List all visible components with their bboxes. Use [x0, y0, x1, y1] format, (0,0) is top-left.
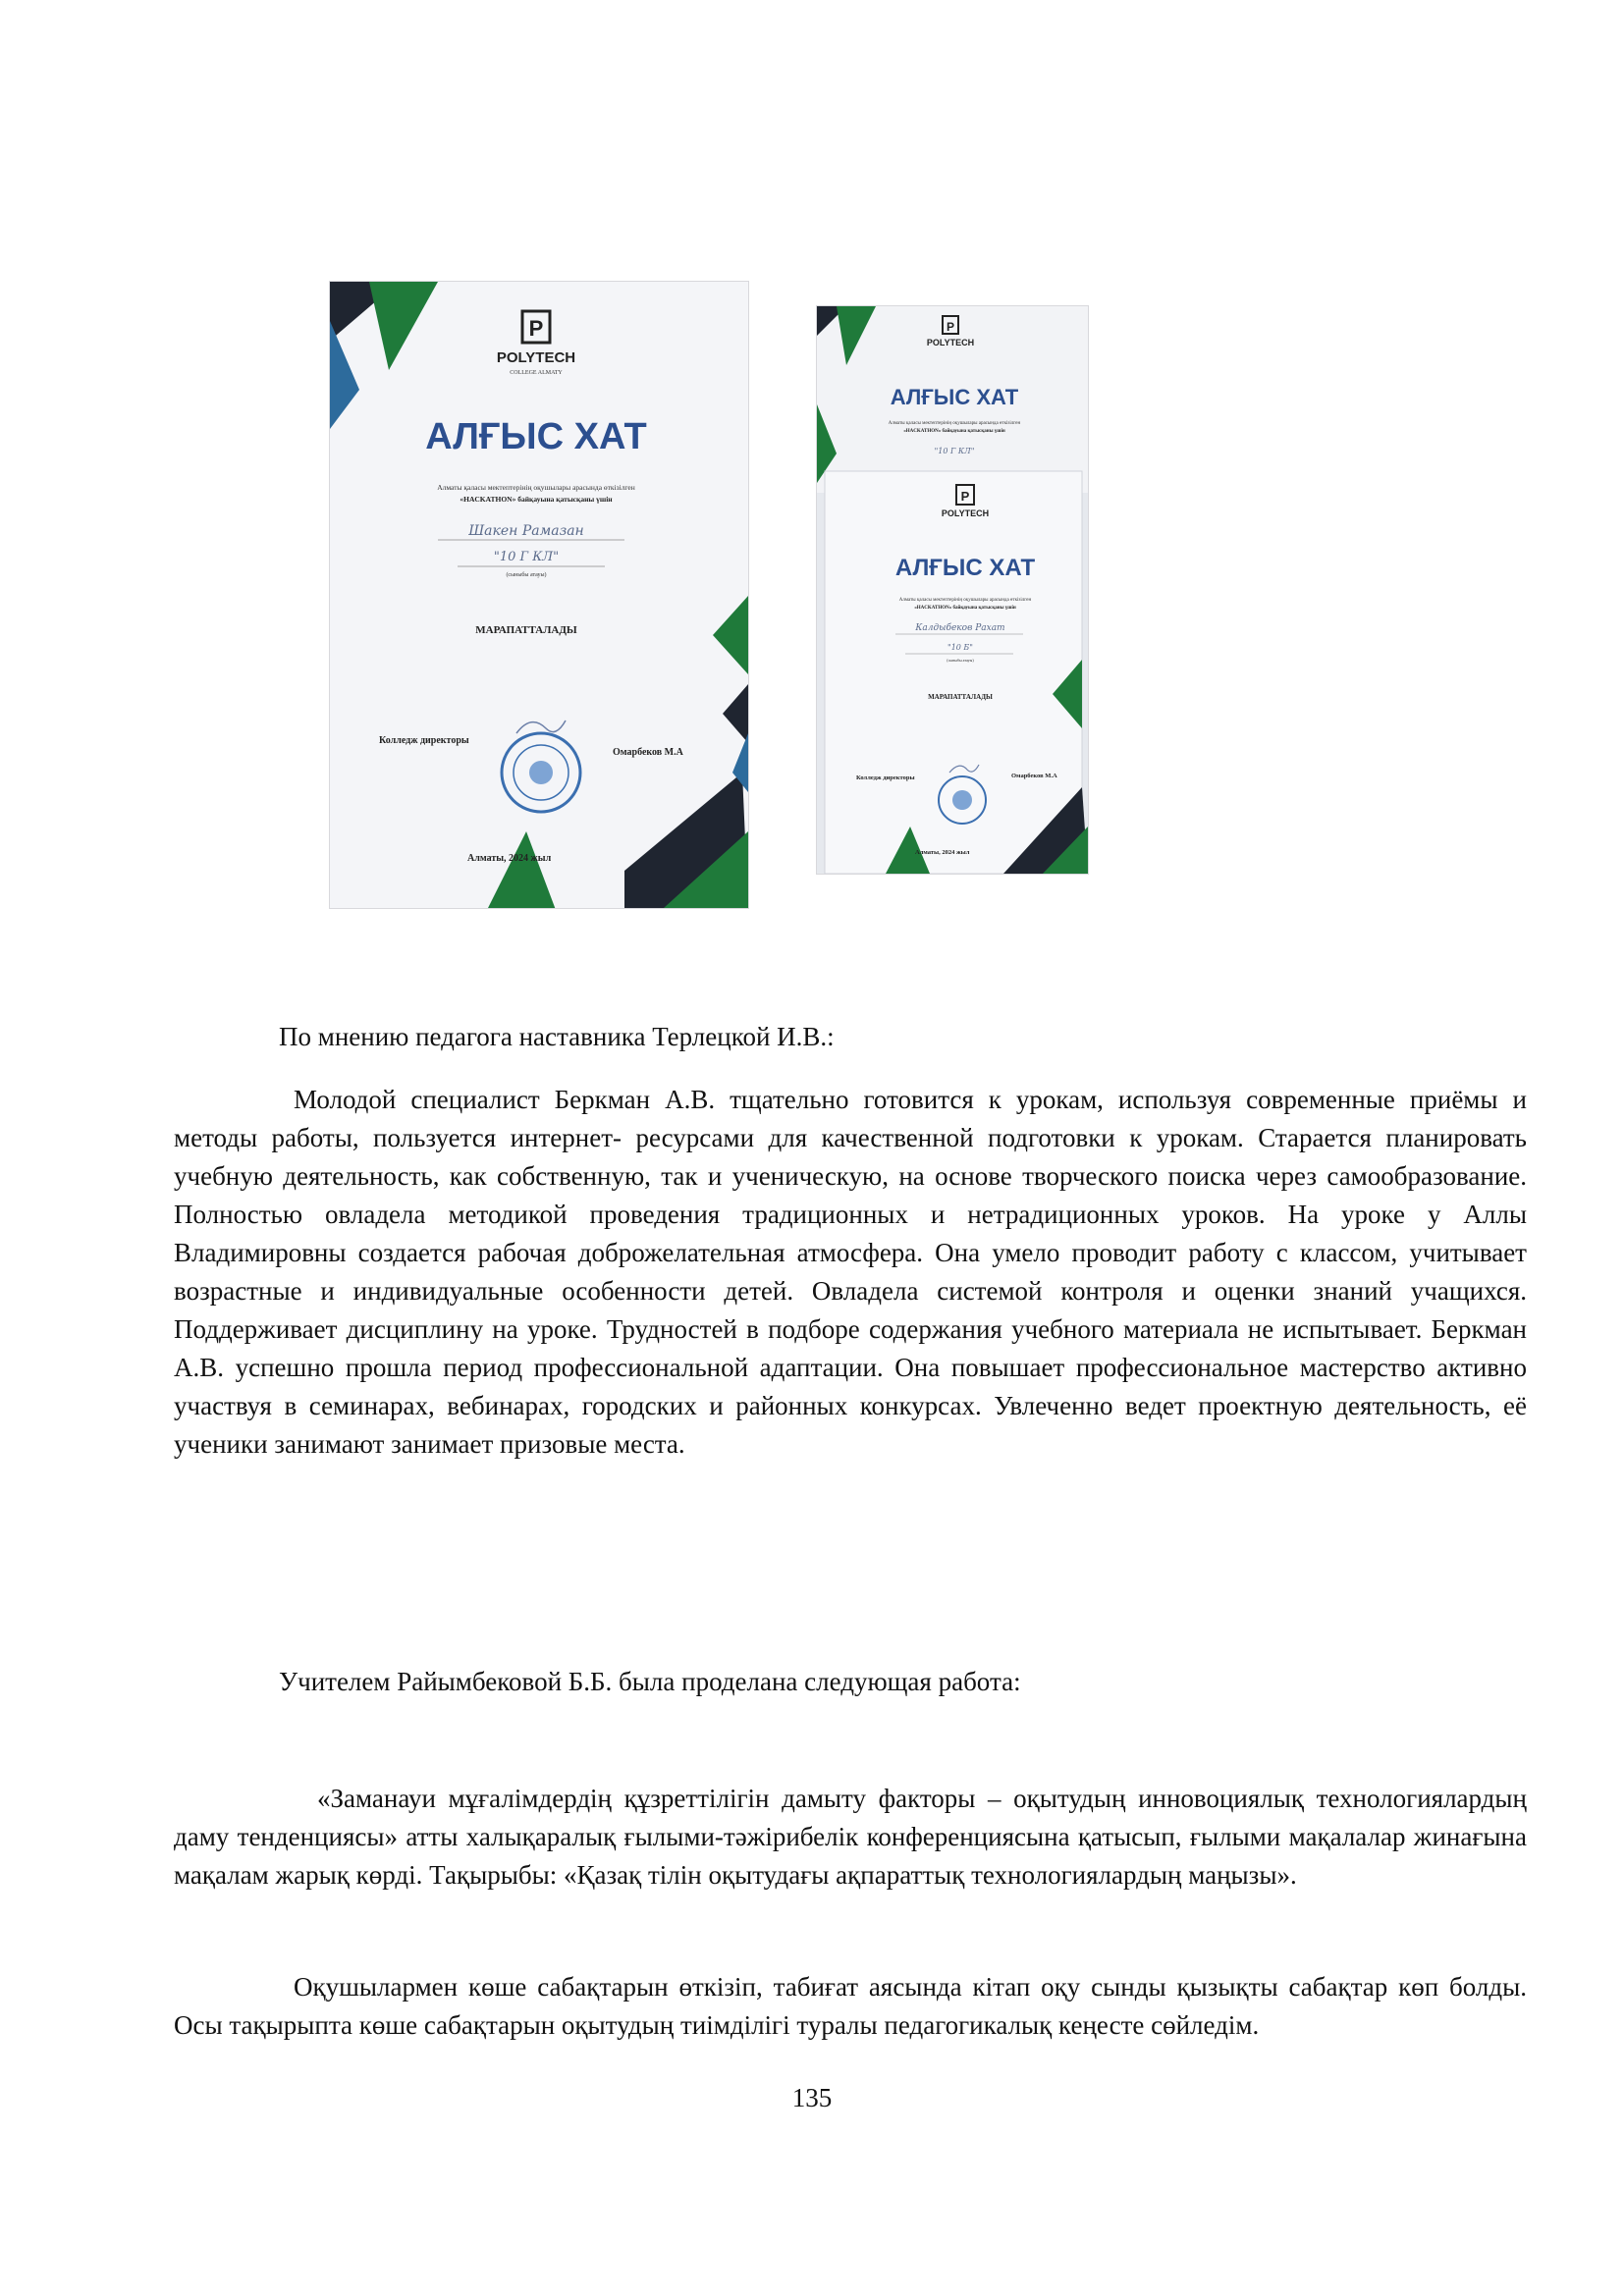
page-number: 135 — [791, 2083, 833, 2112]
class-caption: (сыныбы атауы) — [947, 658, 974, 663]
certificate-title: АЛҒЫС ХАТ — [425, 416, 647, 457]
mentor-intro: По мнению педагога наставника Терлецкой И.В.: — [279, 1022, 835, 1051]
logo-letter: P — [528, 316, 544, 341]
certificate-line1: Алматы қаласы мектептерінің оқушылары арасында өткізілген — [888, 421, 1021, 426]
mentor-review: Молодой специалист Беркман А.В. тщательно готовится к урокам, используя современные приёмы и методы работы, пользуется интернет- ресурсами для качественной подготовки к урокам. Старается планировать учебную деятельность, как собственную, так и ученическую, на основе творческого поиска через самообразование. Полностью овладела методикой проведения традиционных и нетрадиционных уроков. На уроке у Аллы Владимировны создается рабочая доброжелательная атмосфера. Она умело проводит работу с классом, учитывает возрастные и индивидуальные особенности детей. Овладела системой контроля и оценки знаний учащихся. Поддерживает дисциплину на уроке. Трудностей в подборе содержания учебного материала не испытывает. Беркман А.В. успешно прошла период профессиональной адаптации. Она повышает профессиональное мастерство активно участвуя в семинарах, вебинарах, городских и районных конкурсах. Увлеченно ведет проектную деятельность, её ученики занимают занимает призовые места. — [174, 1085, 1527, 1459]
handwritten-class: "10 Г КЛ" — [934, 447, 975, 455]
director-label: Колледж директоры — [856, 774, 915, 781]
certificate-left — [330, 282, 748, 908]
logo-brand: POLYTECH — [496, 349, 576, 366]
certificate-title: АЛҒЫС ХАТ — [890, 385, 1019, 409]
outdoor-lessons-paragraph: Оқушылармен көше сабақтарын өткізіп, табиғат аясында кітап оқу сынды қызықты сабақтар көп болды. Осы тақырыпта көше сабақтарын оқытудың тиімділігі туралы педагогикалық кеңесте сөйледім. — [174, 1972, 1527, 2040]
certificate-right — [817, 306, 1088, 874]
handwritten-class: "10 Б" — [947, 643, 973, 652]
certificate-line1: Алматы қаласы мектептерінің оқушылары арасында өткізілген — [898, 598, 1032, 603]
city-year: Алматы, 2024 жыл — [467, 853, 552, 864]
conference-paragraph: «Заманауи мұғалімдердің құзреттілігін дамыту факторы – оқытудың инновоциялық технологиялардың даму тенденциясы» атты халықаралық ғылыми-тәжірибелік конференциясына қатысып, ғылыми мақалалар жинағына мақалам жарық көрді. Тақырыбы: «Қазақ тілін оқытудағы ақпараттық технологиялардың маңызы». — [174, 1784, 1527, 1890]
certificate-line2: «HACKATHON» байқауына қатысқаны үшін — [914, 606, 1016, 611]
director-name: Омарбеков М.А — [1011, 773, 1057, 779]
certificate-photo-right — [817, 306, 1088, 874]
director-name: Омарбеков М.А — [613, 747, 683, 758]
certificate-photo-left — [330, 282, 748, 908]
director-label: Колледж директоры — [379, 735, 469, 746]
city-year: Алматы, 2024 жыл — [915, 849, 970, 856]
certificate-line1: Алматы қаласы мектептерінің оқушылары арасында өткізілген — [437, 483, 635, 492]
logo-brand: POLYTECH — [926, 338, 975, 347]
teacher-intro: Учителем Райымбековой Б.Б. была проделана следующая работа: — [279, 1667, 1021, 1696]
logo-brand: POLYTECH — [941, 508, 990, 518]
handwritten-name: Калдыбеков Рахат — [915, 623, 1005, 633]
handwritten-name: Шакен Рамазан — [468, 523, 584, 539]
handwritten-class: "10 Г КЛ" — [493, 550, 560, 564]
awarded-label: МАРАПАТТАЛАДЫ — [928, 693, 993, 701]
logo-letter: P — [946, 320, 955, 334]
class-caption: (сыныбы атауы) — [506, 572, 547, 578]
certificate-line2: «HACKATHON» байқауына қатысқаны үшін — [460, 495, 613, 504]
awarded-label: МАРАПАТТАЛАДЫ — [475, 624, 577, 636]
logo-letter: P — [960, 489, 970, 504]
certificate-line2: «HACKATHON» байқауына қатысқаны үшін — [903, 429, 1005, 434]
certificate-title: АЛҒЫС ХАТ — [894, 555, 1036, 581]
logo-subbrand: COLLEGE ALMATY — [510, 370, 563, 376]
